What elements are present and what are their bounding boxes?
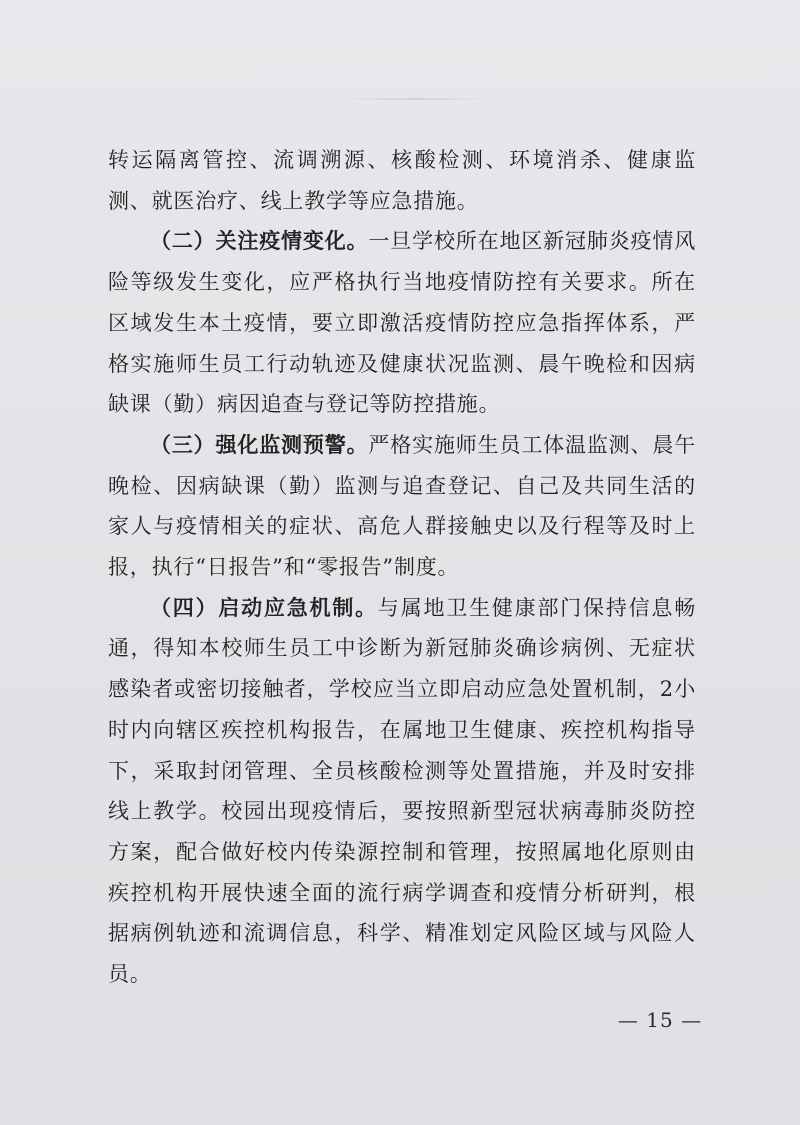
body-text	[108, 140, 696, 995]
scan-artifact	[340, 98, 490, 100]
paragraph-4	[108, 588, 696, 995]
paragraph-3	[108, 425, 696, 588]
paragraph-1	[108, 140, 696, 221]
paragraph-4-heading: （四）启动应急机制。	[150, 595, 378, 620]
paragraph-2	[108, 221, 696, 425]
paragraph-4-text: 与属地卫生健康部门保持信息畅通，得知本校师生员工中诊断为新冠肺炎确诊病例、无症状感染者或密切接触者，学校应当立即启动应急处置机制，2小时内向辖区疾控机构报告，在属地卫生健康、疾控机构指导下，采取封闭管理、全员核酸检测等处置措施，并及时安排线上教学。校园出现疫情后，要按照新型冠状病毒肺炎防控方案，配合做好校内传染源控制和管理，按照属地化原则由疾控机构开展快速全面的流行病学调查和疫情分析研判，根据病例轨迹和流调信息，科学、精准划定风险区域与风险人员。	[108, 595, 697, 987]
paragraph-2-text: 一旦学校所在地区新冠肺炎疫情风险等级发生变化，应严格执行当地疫情防控有关要求。所在区域发生本土疫情，要立即激活疫情防控应急指挥体系，严格实施师生员工行动轨迹及健康状况监测、晨午晚检和因病缺课（勤）病因追查与登记等防控措施。	[108, 229, 697, 417]
paragraph-3-heading: （三）强化监测预警。	[150, 432, 369, 457]
paragraph-3-text: 严格实施师生员工体温监测、晨午晚检、因病缺课（勤）监测与追查登记、自己及共同生活的家人与疫情相关的症状、高危人群接触史以及行程等及时上报，执行“日报告”和“零报告”制度。	[108, 432, 697, 580]
paragraph-2-heading: （二）关注疫情变化。	[150, 229, 369, 254]
paragraph-1-text: 转运隔离管控、流调溯源、核酸检测、环境消杀、健康监测、就医治疗、线上教学等应急措施。	[108, 148, 696, 213]
page-number: — 15 —	[617, 1008, 703, 1032]
